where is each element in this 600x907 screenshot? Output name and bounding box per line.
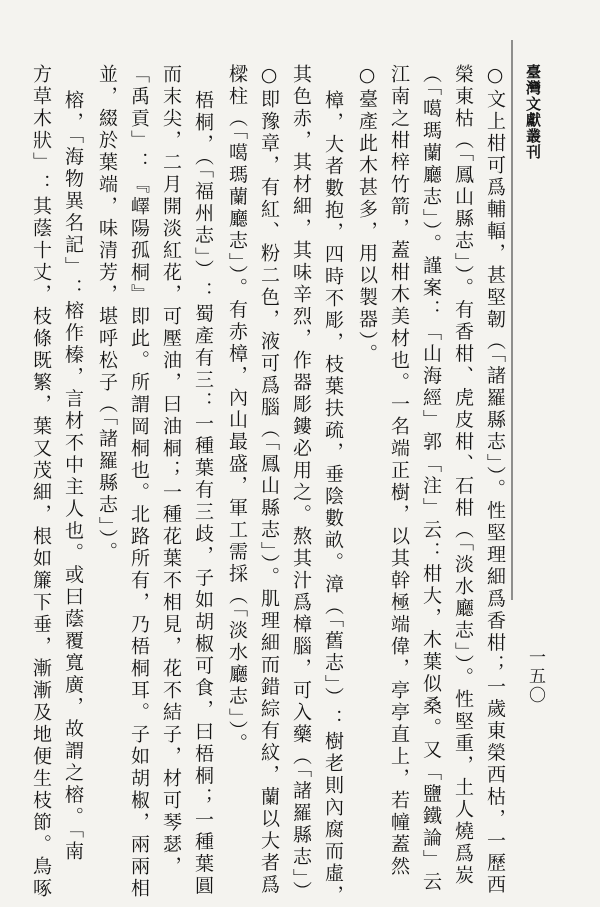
text-column-4: 江南之柑梓竹箭，蓋柑木美材也。一名端正樹，以其幹極端偉，亭亭直上，若幢蓋然	[388, 64, 410, 878]
text-column-15: 方草木狀」：其蔭十丈，枝條既繁，葉又茂細，根如簾下垂，漸漸及地便生枝節。鳥啄	[30, 64, 52, 900]
header-divider-rule	[511, 40, 513, 600]
text-column-6: 樟，大者數抱，四時不彫，枝葉扶疏，垂陰數畝。漳（「舊志」）：樹老則內腐而虛，	[322, 90, 344, 907]
text-column-8: ○即豫章，有紅、粉二色，液可爲腦（「鳳山縣志」）。肌理細而錯綜有紋，蘭以大者爲	[258, 64, 280, 897]
text-column-12: 「禹貢」：『嶧陽孤桐』即此。所謂岡桐也。北路所有，乃梧桐耳。子如胡椒，兩兩相	[128, 64, 150, 900]
text-column-5: ○臺產此木甚多，用以製器）。	[356, 64, 378, 366]
text-column-14: 榕，「海物異名記」：榕作榛，言材不中主人也。或曰蔭覆寬廣，故謂之榕。「南	[62, 90, 84, 863]
text-column-1: ○文上柑可爲輔輻，甚堅韌（「諸羅縣志」）。性堅理細爲香柑；一歲東榮西枯，一歷西	[484, 64, 506, 897]
text-column-11: 而末尖，二月開淡紅花，可壓油，曰油桐；一種花葉不相見，花不結子，材可琴瑟，	[160, 64, 182, 878]
text-column-2: 榮東枯（「鳳山縣志」）。有香柑、虎皮柑、石柑（「淡水廳志」）。性堅重，土人燒爲炭	[452, 64, 474, 887]
running-title: 臺灣文獻叢刊	[524, 64, 542, 160]
text-column-9: 樑柱（「噶瑪蘭廳志」）。有赤樟，內山最盛，軍工需採（「淡水廳志」）。	[226, 64, 248, 755]
text-column-3: （「噶瑪蘭廳志」）。謹案：「山海經」郭「注」云：柑大，木葉似桑。又「鹽鐵論」云	[420, 64, 442, 894]
page-number: 一五〇	[525, 648, 545, 705]
text-column-10: 梧桐，（「福州志」）：蜀產有三：一種葉有三歧，子如胡椒可食，曰梧桐；一種葉圓	[192, 90, 214, 898]
text-column-13: 並，綴於葉端，味清芳，堪呼松子（「諸羅縣志」）。	[96, 64, 118, 564]
text-column-7: 其色赤，其材細，其味辛烈，作器彫鏤必用之。熬其汁爲樟腦，可入藥（「諸羅縣志」）	[290, 64, 312, 903]
